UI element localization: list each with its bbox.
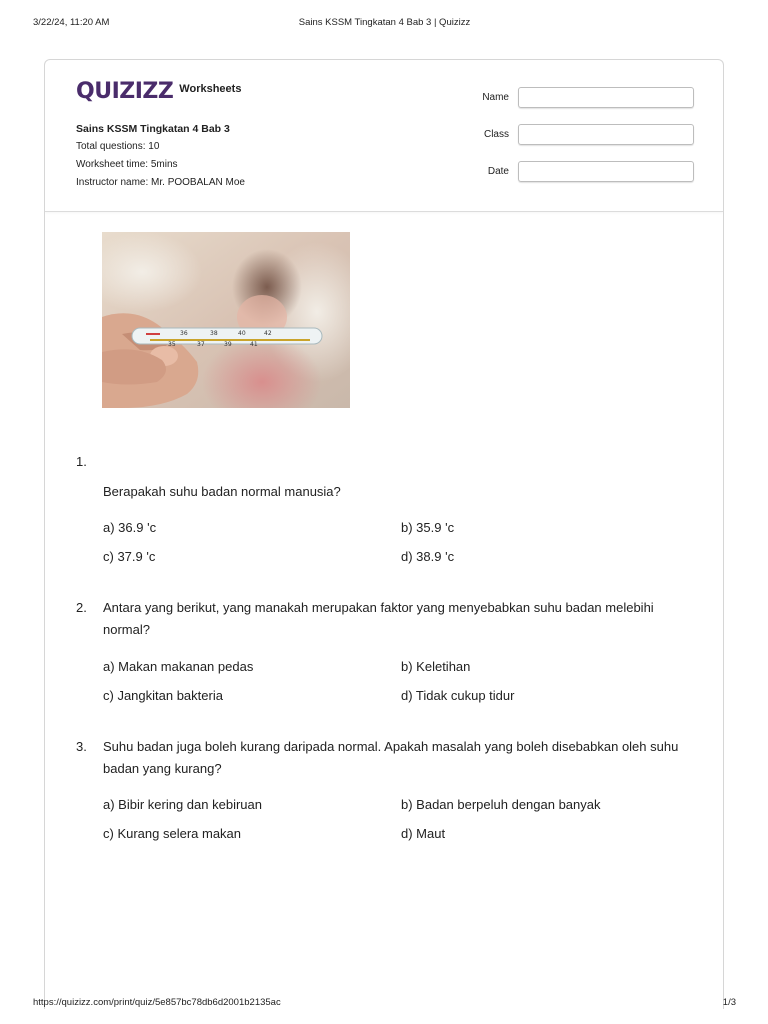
answer-option: d) Maut <box>401 826 446 841</box>
print-footer <box>33 997 736 1008</box>
thermo-label: 39 <box>224 341 232 348</box>
print-page-title: Sains KSSM Tingkatan 4 Bab 3 | Quizizz <box>298 17 471 28</box>
logo-subtitle: Worksheets <box>179 82 242 95</box>
question-number: 1. <box>76 454 87 469</box>
date-input[interactable] <box>518 161 694 182</box>
instructor-name: Instructor name: Mr. POOBALAN Moe <box>76 177 245 188</box>
question-number: 2. <box>76 600 87 615</box>
print-page-count: 1/3 <box>722 997 736 1008</box>
thermo-label: 40 <box>238 330 246 337</box>
answer-option: b) Keletihan <box>401 659 471 674</box>
worksheet-title: Sains KSSM Tingkatan 4 Bab 3 <box>76 123 230 135</box>
thermo-label: 41 <box>250 341 258 348</box>
print-datetime: 3/22/24, 11:20 AM <box>33 17 110 28</box>
name-field-row <box>475 87 694 108</box>
thermo-label: 36 <box>180 330 188 337</box>
total-questions: Total questions: 10 <box>76 141 160 152</box>
class-field-row <box>475 124 694 145</box>
answer-option: c) 37.9 'c <box>103 549 156 564</box>
thermo-label: 35 <box>168 341 176 348</box>
answer-option: d) 38.9 'c <box>401 549 455 564</box>
worksheet <box>44 59 724 1009</box>
question-text: Suhu badan juga boleh kurang daripada normal. Apakah masalah yang boleh disebabkan oleh suhu badan yang kurang? <box>103 739 679 776</box>
class-input[interactable] <box>518 124 694 145</box>
print-url: https://quizizz.com/print/quiz/5e857bc78db6d2001b2135ac <box>33 997 281 1008</box>
question-text: Berapakah suhu badan normal manusia? <box>103 484 341 499</box>
name-input[interactable] <box>518 87 694 108</box>
answer-option: b) 35.9 'c <box>401 520 455 535</box>
question-text: Antara yang berikut, yang manakah merupakan faktor yang menyebabkan suhu badan melebihi normal? <box>103 600 654 637</box>
print-header <box>33 17 736 28</box>
thermo-label: 38 <box>210 330 218 337</box>
question-number: 3. <box>76 739 87 754</box>
answer-option: a) 36.9 'c <box>103 520 157 535</box>
date-label: Date <box>487 166 509 177</box>
answer-option: c) Kurang selera makan <box>103 826 242 841</box>
name-label: Name <box>482 92 509 103</box>
answer-option: a) Makan makanan pedas <box>103 659 254 674</box>
worksheet-meta <box>76 120 245 192</box>
date-field-row <box>475 161 694 182</box>
logo-wordmark: QUIZIZZ <box>76 79 174 104</box>
answer-option: c) Jangkitan bakteria <box>103 688 223 703</box>
worksheet-header <box>45 60 723 212</box>
thermo-label: 42 <box>264 330 272 337</box>
answer-option: a) Bibir kering dan kebiruan <box>103 797 262 812</box>
answer-option: b) Badan berpeluh dengan banyak <box>401 797 601 812</box>
class-label: Class <box>483 129 509 140</box>
thermo-label: 37 <box>197 341 205 348</box>
worksheet-time: Worksheet time: 5mins <box>76 159 178 170</box>
quizizz-logo <box>76 79 241 104</box>
answer-option: d) Tidak cukup tidur <box>401 688 515 703</box>
thermometer-photo <box>102 232 350 408</box>
